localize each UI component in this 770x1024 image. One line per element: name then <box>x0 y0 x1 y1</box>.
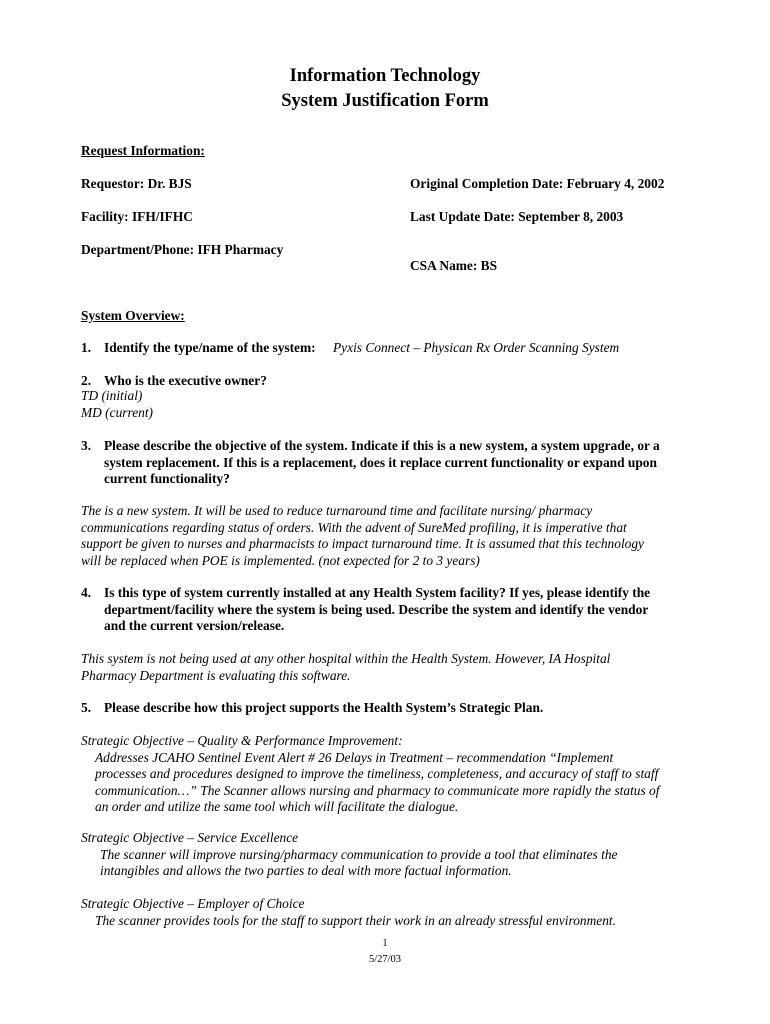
question-4-text <box>104 585 650 635</box>
question-line: Please describe the objective of the system. Indicate if this is a new system, a system upgrade, or a <box>104 438 660 453</box>
answer-line: will be replaced when POE is implemented. (not expected for 2 to 3 years) <box>81 552 480 568</box>
question-3-text <box>104 438 660 488</box>
answer-line: The is a new system. It will be used to reduce turnaround time and facilitate nursing/ pharmacy <box>81 503 593 518</box>
title-line-2: System Justification Form <box>281 91 489 111</box>
footer-date: 5/27/03 <box>368 954 402 965</box>
question-1-number: 1. <box>81 340 92 355</box>
objective-body <box>81 847 617 880</box>
title-line-1: Information Technology <box>289 66 481 86</box>
question-line: current functionality? <box>104 471 230 486</box>
strategic-objective-quality <box>81 733 659 816</box>
question-4-answer <box>81 651 610 684</box>
objective-heading: Strategic Objective – Service Excellence <box>81 830 299 845</box>
objective-line: The scanner will improve nursing/pharmacy communication to provide a tool that eliminates the <box>100 846 618 862</box>
question-1-answer: Pyxis Connect – Physican Rx Order Scanning System <box>333 340 620 355</box>
question-5-label: Please describe how this project supports the Health System’s Strategic Plan. <box>104 700 544 715</box>
objective-heading: Strategic Objective – Employer of Choice <box>81 896 305 911</box>
question-5-number: 5. <box>81 700 92 715</box>
objective-line: The scanner provides tools for the staff to support their work in an already stressful environment. <box>95 912 616 928</box>
department-phone-field: Department/Phone: IFH Pharmacy <box>81 242 284 257</box>
question-2-number: 2. <box>81 373 92 388</box>
objective-line: processes and procedures designed to improve the timeliness, completeness, and accuracy of staff to staff <box>95 766 659 781</box>
question-line: Is this type of system currently installed at any Health System facility? If yes, please identify the <box>104 585 651 600</box>
answer-line: support be given to nurses and pharmacists to impact turnaround time. It is assumed that this technology <box>81 536 644 551</box>
question-3-number: 3. <box>81 438 92 453</box>
objective-line: Addresses JCAHO Sentinel Event Alert # 26 Delays in Treatment – recommendation “Implement <box>95 749 614 765</box>
objective-body <box>81 913 616 930</box>
objective-heading: Strategic Objective – Quality & Performance Improvement: <box>81 733 403 748</box>
answer-line: This system is not being used at any other hospital within the Health System. However, IA Hospital <box>81 651 611 666</box>
original-completion-date-field: Original Completion Date: February 4, 2002 <box>410 176 665 191</box>
question-3-answer <box>81 503 644 569</box>
question-line: and the current version/release. <box>104 618 285 633</box>
objective-line: communication…” The Scanner allows nursing and pharmacy to communicate more rapidly the status of <box>95 782 660 798</box>
question-1-label: Identify the type/name of the system: <box>104 340 316 355</box>
question-2-label: Who is the executive owner? <box>104 373 267 388</box>
request-information-heading: Request Information: <box>81 143 205 158</box>
strategic-objective-service <box>81 830 617 880</box>
csa-name-field: CSA Name: BS <box>410 258 498 273</box>
answer-line: TD (initial) <box>81 388 143 403</box>
question-4-number: 4. <box>81 585 92 600</box>
last-update-date-field: Last Update Date: September 8, 2003 <box>410 209 624 224</box>
objective-body <box>81 750 659 816</box>
strategic-objective-employer <box>81 896 616 929</box>
answer-line: communications regarding status of orders. With the advent of SureMed profiling, it is imperative that <box>81 519 627 535</box>
question-line: system replacement. If this is a replacement, does it replace current functionality or expand upon <box>104 454 657 470</box>
facility-field: Facility: IFH/IFHC <box>81 209 193 224</box>
question-line: department/facility where the system is being used. Describe the system and identify the vendor <box>104 601 649 617</box>
page-number: 1 <box>382 938 388 949</box>
objective-line: an order and utilize the same tool which will facilitate the dialogue. <box>95 799 459 814</box>
question-2-answer <box>81 388 153 421</box>
answer-line: MD (current) <box>81 404 154 420</box>
answer-line: Pharmacy Department is evaluating this software. <box>81 667 351 683</box>
requestor-field: Requestor: Dr. BJS <box>81 176 192 191</box>
system-overview-heading: System Overview: <box>81 308 185 323</box>
objective-line: intangibles and allows the two parties to deal with more factual information. <box>100 863 512 878</box>
